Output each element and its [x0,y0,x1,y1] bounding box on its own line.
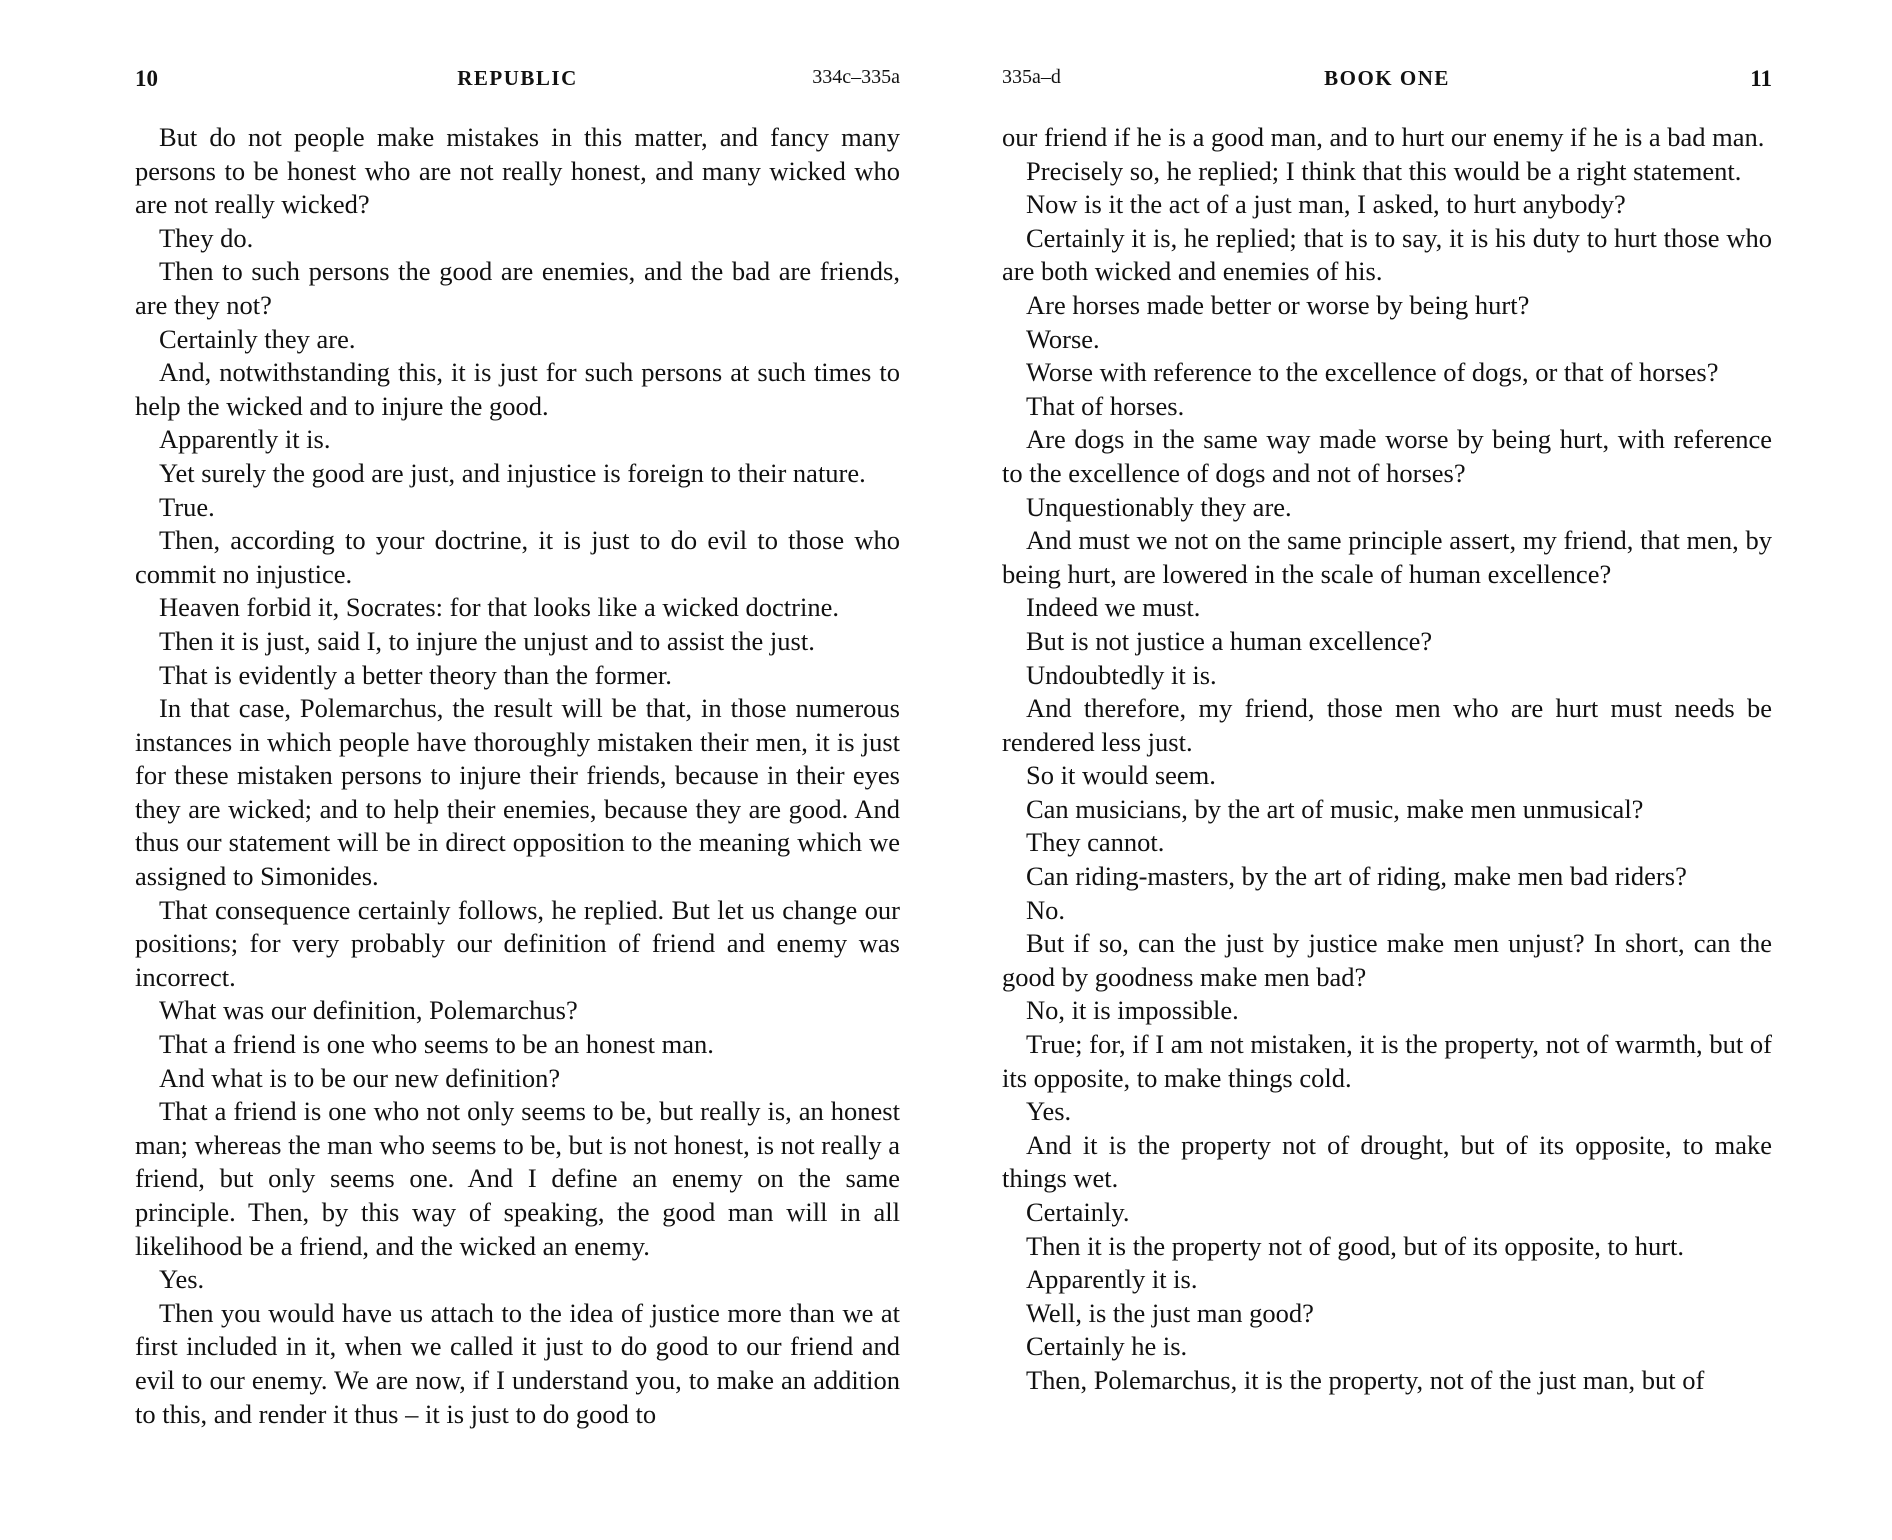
paragraph: Certainly it is, he replied; that is to say, it is his duty to hurt those who are both wicked and enemies of his. [1002,222,1772,287]
right-body-text [1002,121,1772,1398]
right-page-number: 11 [1750,66,1772,91]
paragraph: Yes. [1026,1096,1072,1127]
left-page [135,0,900,1431]
paragraph: Can musicians, by the art of music, make men unmusical? [1026,793,1644,824]
paragraph: Can riding-masters, by the art of riding, make men bad riders? [1026,861,1687,892]
paragraph: Indeed we must. [1026,592,1201,623]
paragraph: Certainly he is. [1026,1331,1188,1362]
paragraph: Yet surely the good are just, and injustice is foreign to their nature. [159,457,866,488]
paragraph: And must we not on the same principle assert, my friend, that men, by being hurt, are lowered in the scale of human excellence? [1002,525,1772,589]
paragraph: Unquestionably they are. [1026,491,1292,522]
paragraph: Undoubtedly it is. [1026,659,1217,690]
paragraph: But is not justice a human excellence? [1026,625,1433,656]
paragraph: And it is the property not of drought, but of its opposite, to make things wet. [1002,1129,1772,1194]
paragraph: What was our definition, Polemarchus? [159,995,578,1026]
paragraph: And what is to be our new definition? [159,1062,561,1093]
paragraph: But if so, can the just by justice make men unjust? In short, can the good by goodness make men bad? [1002,928,1772,992]
paragraph: Now is it the act of a just man, I asked, to hurt anybody? [1026,189,1626,220]
paragraph: They cannot. [1026,827,1165,858]
paragraph: No, it is impossible. [1026,995,1239,1026]
paragraph: Are dogs in the same way made worse by being hurt, with reference to the excellence of dogs and not of horses? [1002,424,1772,488]
paragraph: So it would seem. [1026,760,1216,791]
right-running-title: BOOK ONE [1324,66,1450,90]
paragraph: That of horses. [1026,390,1185,421]
paragraph: Heaven forbid it, Socrates: for that looks like a wicked doctrine. [159,592,839,623]
paragraph: No. [1026,894,1066,925]
paragraph: That is evidently a better theory than the former. [159,659,672,690]
paragraph: Then to such persons the good are enemies, and the bad are friends, are they not? [135,256,900,320]
paragraph: And therefore, my friend, those men who are hurt must needs be rendered less just. [1002,693,1772,757]
paragraph: Worse. [1026,323,1100,354]
left-running-title: REPUBLIC [457,66,578,90]
paragraph: Precisely so, he replied; I think that this would be a right statement. [1026,155,1742,186]
right-running-head [1002,66,1772,106]
left-body-text [135,121,900,1431]
paragraph: Then you would have us attach to the idea of justice more than we at first included in it, when we called it just to do good to our friend and evil to our enemy. We are now, if I understand you, to make an addition to this, and render it thus – it is just to do good to [135,1297,900,1429]
paragraph: That a friend is one who not only seems to be, but really is, an honest man; whereas the man who seems to be, but is not honest, is not really a friend, but only seems one. And I define an enemy on the same principle. Then, by this way of speaking, the good man will in all likelihood be a friend, and the wicked an enemy. [135,1096,900,1261]
continuation-paragraph: our friend if he is a good man, and to hurt our enemy if he is a bad man. [1002,122,1765,152]
paragraph: Then, according to your doctrine, it is just to do evil to those who commit no injustice. [135,525,900,589]
right-page [1002,0,1772,1398]
paragraph: Apparently it is. [1026,1264,1198,1295]
paragraph: Are horses made better or worse by being hurt? [1026,289,1530,320]
paragraph: Worse with reference to the excellence of dogs, or that of horses? [1026,357,1719,388]
paragraph: Then it is just, said I, to injure the unjust and to assist the just. [159,625,815,656]
paragraph: That consequence certainly follows, he replied. But let us change our positions; for very probably our definition of friend and enemy was incorrect. [135,894,900,992]
paragraph: In that case, Polemarchus, the result will be that, in those numerous instances in which people have thoroughly mistaken their men, it is just for these mistaken persons to injure their friends, because in their eyes they are wicked; and to help their enemies, because they are good. And thus our statement will be in direct opposition to the meaning which we assigned to Simonides. [135,693,900,892]
paragraph: But do not people make mistakes in this matter, and fancy many persons to be honest who are not really honest, and many wicked who are not really wicked? [135,122,900,220]
left-page-number: 10 [135,66,158,91]
paragraph: Certainly. [1026,1197,1130,1227]
left-running-head [135,66,900,106]
paragraph: And, notwithstanding this, it is just for such persons at such times to help the wicked and to injure the good. [135,357,900,421]
paragraph: Well, is the just man good? [1026,1297,1314,1328]
left-section-ref: 334c–335a [812,66,900,88]
paragraph: Apparently it is. [159,424,331,455]
right-section-ref: 335a–d [1002,66,1061,88]
paragraph: That a friend is one who seems to be an honest man. [159,1029,714,1060]
paragraph: Yes. [159,1264,205,1295]
paragraph: Certainly they are. [159,323,356,354]
paragraph: They do. [159,222,254,253]
paragraph: Then it is the property not of good, but of its opposite, to hurt. [1026,1230,1685,1261]
paragraph: Then, Polemarchus, it is the property, not of the just man, but of [1026,1364,1705,1395]
paragraph: True; for, if I am not mistaken, it is the property, not of warmth, but of its opposite, to make things cold. [1002,1029,1772,1093]
paragraph: True. [159,491,215,522]
